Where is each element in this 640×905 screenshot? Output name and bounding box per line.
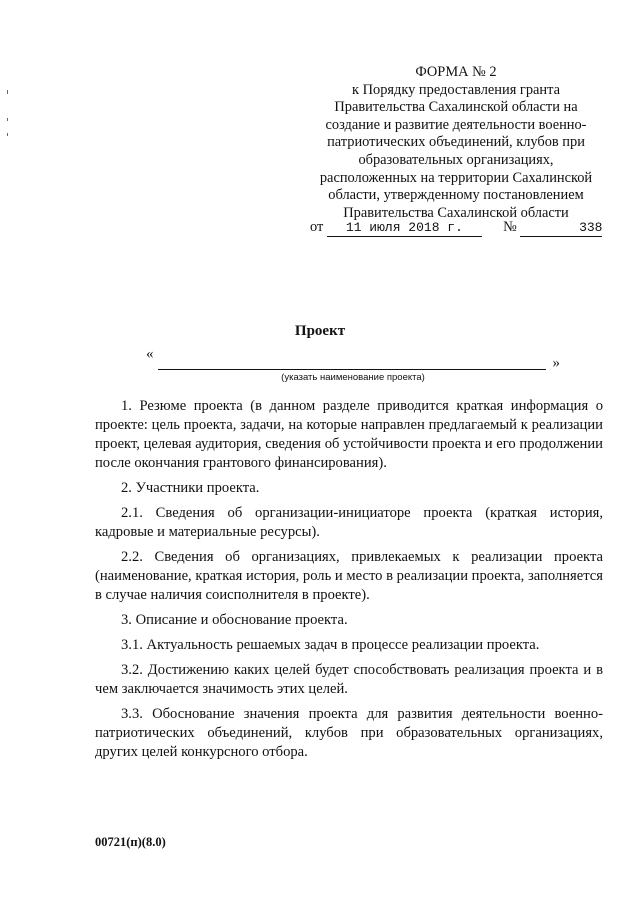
scan-margin-mark <box>7 90 8 94</box>
document-body <box>95 397 603 768</box>
scan-margin-mark <box>7 118 8 121</box>
quote-open: « <box>146 346 154 362</box>
section-paragraph: 2.2. Сведения об организациях, привлекаемых к реализации проекта (наименование, краткая история, роль и место в реализации проекта, заполняется в случае наличия соисполнителя в проекте). <box>95 549 603 603</box>
resolution-date: 11 июля 2018 г. <box>327 220 482 237</box>
section-paragraph: 3.1. Актуальность решаемых задач в процессе реализации проекта. <box>121 637 540 653</box>
header-line: патриотических объединений, клубов при <box>327 134 585 151</box>
project-name-line <box>158 369 546 370</box>
section-paragraph: 3.2. Достижению каких целей будет способствовать реализация проекта и в чем заключается значимость этих целей. <box>95 662 603 697</box>
resolution-number: 338 <box>520 220 602 237</box>
header-line: к Порядку предоставления гранта <box>352 81 560 98</box>
scan-margin-mark <box>7 133 8 136</box>
project-name-field <box>146 346 560 382</box>
document-code: 00721(п)(8.0) <box>95 835 166 849</box>
section-paragraph: 3.3. Обоснование значения проекта для развития деятельности военно-патриотических объединений, клубов при образовательных организациях, других целей конкурсного отбора. <box>95 706 603 760</box>
header-line: расположенных на территории Сахалинской <box>319 169 593 186</box>
section-paragraph: 2. Участники проекта. <box>121 480 260 496</box>
form-title: ФОРМА № 2 <box>415 64 497 80</box>
header-line: Правительства Сахалинской области <box>343 204 569 221</box>
section-paragraph: 2.1. Сведения об организации-инициаторе проекта (краткая история, кадровые и материальные ресурсы). <box>95 505 603 540</box>
approval-header <box>300 64 612 222</box>
section-paragraph: 3. Описание и обоснование проекта. <box>121 612 348 628</box>
header-line: создание и развитие деятельности военно- <box>325 116 587 133</box>
header-line: области, утвержденному постановлением <box>328 187 584 204</box>
quote-close: » <box>552 355 560 371</box>
section-paragraph: 1. Резюме проекта (в данном разделе приводится краткая информация о проекте: цель проекта, задачи, на которые направлен предлагаемый к реализации проект, целевая аудитория, сведения об устойчивости проекта и его продолжении после окончания грантового финансирования). <box>95 398 603 471</box>
header-line: образовательных организациях, <box>358 151 554 168</box>
project-name-caption: (указать наименование проекта) <box>281 372 425 383</box>
number-prefix: № <box>503 219 517 235</box>
resolution-date-row <box>310 219 610 237</box>
date-prefix: от <box>310 219 324 235</box>
project-title: Проект <box>294 323 346 339</box>
header-line: Правительства Сахалинской области на <box>334 99 578 116</box>
